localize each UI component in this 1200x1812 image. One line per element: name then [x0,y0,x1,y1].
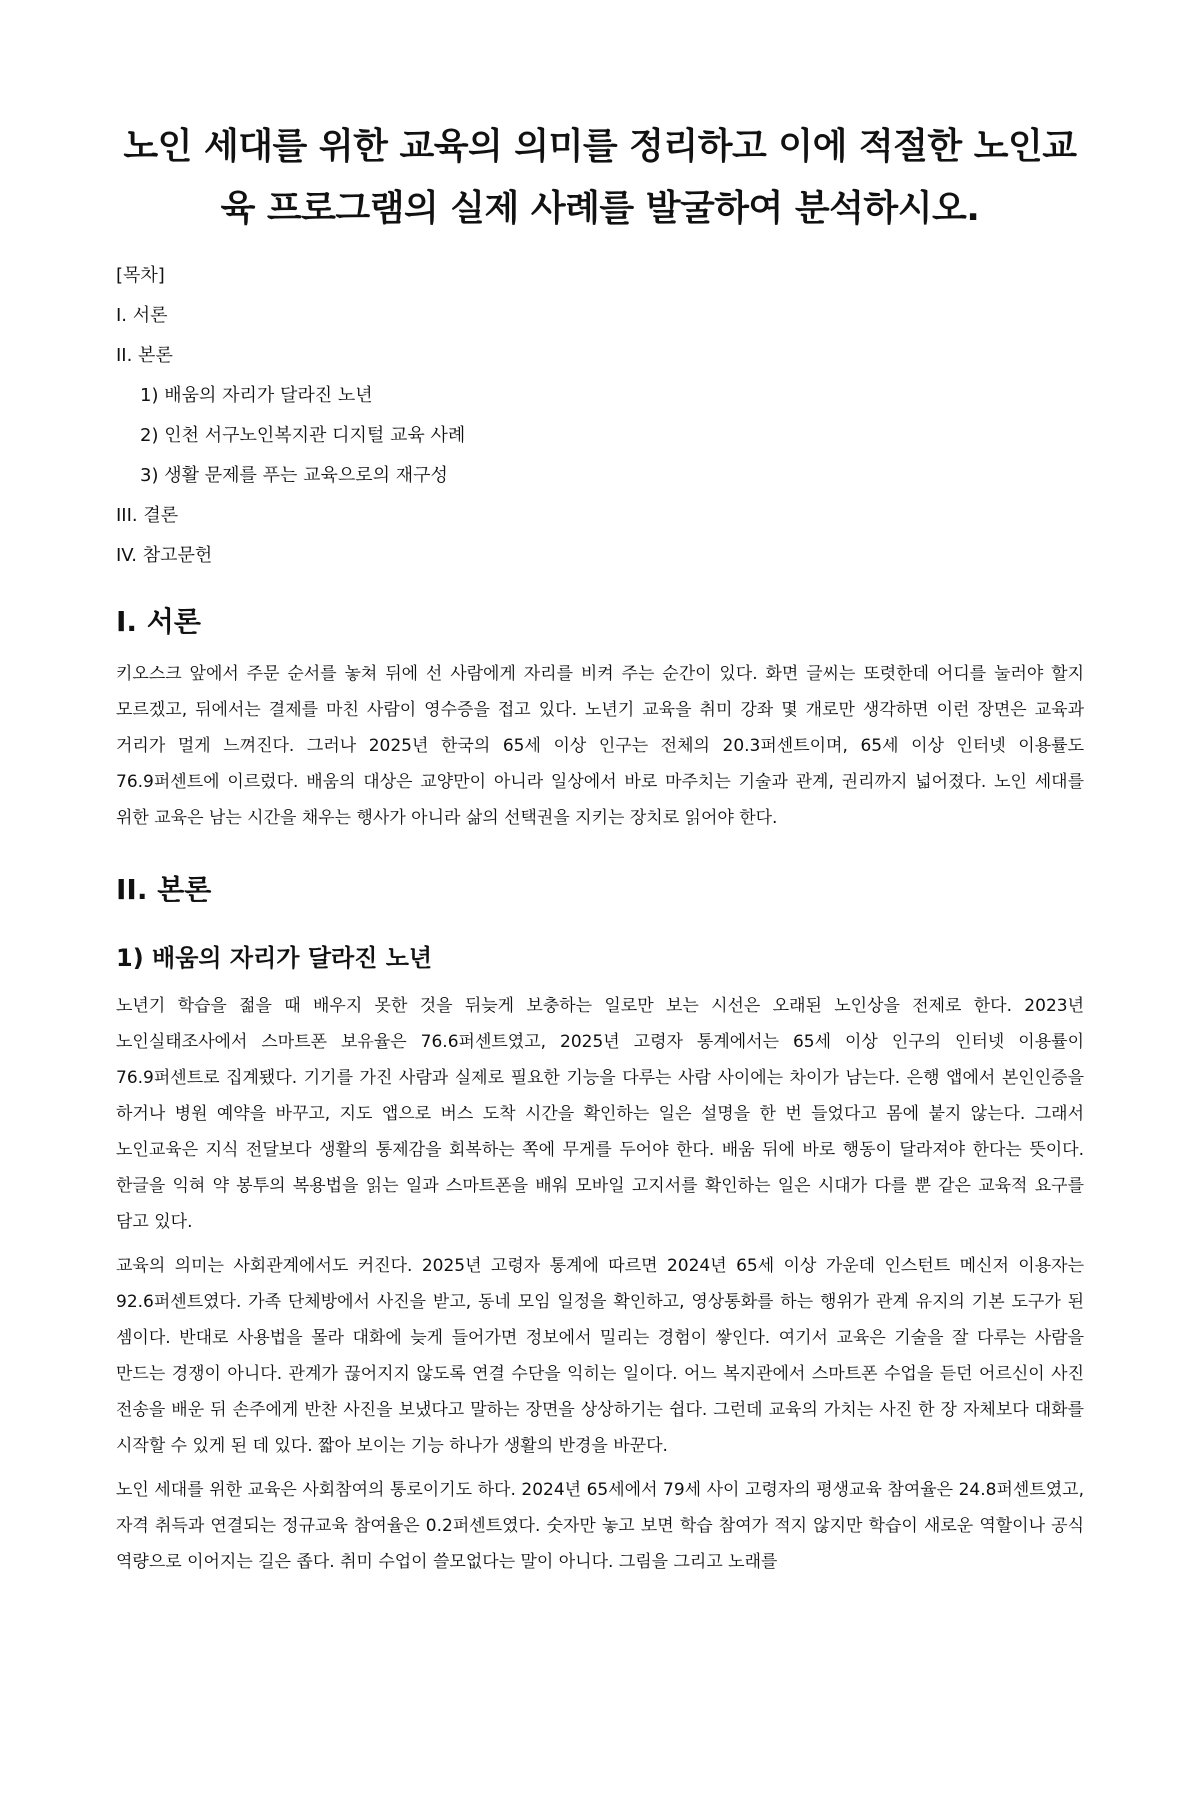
toc-item-references: IV. 참고문헌 [116,545,213,566]
subsection-heading-1: 1) 배움의 자리가 달라진 노년 [116,944,433,972]
intro-paragraph: 키오스크 앞에서 주문 순서를 놓쳐 뒤에 선 사람에게 자리를 비켜 주는 순간이 있다. 화면 글씨는 또렷한데 어디를 눌러야 할지 모르겠고, 뒤에서는 결제를 마친 사람이 영수증을 접고 있다. 노년기 교육을 취미 강좌 몇 개로만 생각하면 이런 장면은 교육과 거리가 멀게 느껴진다. 그러나 2025년 한국의 65세 이상 인구는 전체의 20.3퍼센트이며, 65세 이상 인터넷 이용률도 76.9퍼센트에 이르렀다. 배움의 대상은 교양만이 아니라 일상에서 바로 마주치는 기술과 관계, 권리까지 넓어졌다. 노인 세대를 위한 교육은 남는 시간을 채우는 행사가 아니라 삶의 선택권을 지키는 장치로 읽어야 한다. [116,664,1084,828]
section-heading-body: II. 본론 [116,873,212,906]
toc-item-body-2: 2) 인천 서구노인복지관 디지털 교육 사례 [140,425,466,446]
document-page [0,116,1200,1812]
toc-item-body-1: 1) 배움의 자리가 달라진 노년 [140,385,373,406]
toc-heading: [목차] [116,265,165,286]
page-title: 노인 세대를 위한 교육의 의미를 정리하고 이에 적절한 노인교육 프로그램의 실제 사례를 발굴하여 분석하시오. [123,126,1077,229]
body-paragraph-2: 교육의 의미는 사회관계에서도 커진다. 2025년 고령자 통계에 따르면 2024년 65세 이상 가운데 인스턴트 메신저 이용자는 92.6퍼센트였다. 가족 단체방에서 사진을 받고, 동네 모임 일정을 확인하고, 영상통화를 하는 행위가 관계 유지의 기본 도구가 된 셈이다. 반대로 사용법을 몰라 대화에 늦게 들어가면 정보에서 밀리는 경험이 쌓인다. 여기서 교육은 기술을 잘 다루는 사람을 만드는 경쟁이 아니다. 관계가 끊어지지 않도록 연결 수단을 익히는 일이다. 어느 복지관에서 스마트폰 수업을 듣던 어르신이 사진 전송을 배운 뒤 손주에게 반찬 사진을 보냈다고 말하는 장면을 상상하기는 쉽다. 그런데 교육의 가치는 사진 한 장 자체보다 대화를 시작할 수 있게 된 데 있다. 짧아 보이는 기능 하나가 생활의 반경을 바꾼다. [116,1256,1084,1456]
body-paragraph-1: 노년기 학습을 젊을 때 배우지 못한 것을 뒤늦게 보충하는 일로만 보는 시선은 오래된 노인상을 전제로 한다. 2023년 노인실태조사에서 스마트폰 보유율은 76.6퍼센트였고, 2025년 고령자 통계에서는 65세 이상 인구의 인터넷 이용률이 76.9퍼센트로 집계됐다. 기기를 가진 사람과 실제로 필요한 기능을 다루는 사람 사이에는 차이가 남는다. 은행 앱에서 본인인증을 하거나 병원 예약을 바꾸고, 지도 앱으로 버스 도착 시간을 확인하는 일은 설명을 한 번 들었다고 몸에 붙지 않는다. 그래서 노인교육은 지식 전달보다 생활의 통제감을 회복하는 쪽에 무게를 두어야 한다. 배움 뒤에 바로 행동이 달라져야 한다는 뜻이다. 한글을 익혀 약 봉투의 복용법을 읽는 일과 스마트폰을 배워 모바일 고지서를 확인하는 일은 시대가 다를 뿐 같은 교육적 요구를 담고 있다. [116,996,1084,1232]
toc-item-body: II. 본론 [116,345,173,366]
toc-item-body-3: 3) 생활 문제를 푸는 교육으로의 재구성 [140,465,448,486]
body-paragraph-3: 노인 세대를 위한 교육은 사회참여의 통로이기도 하다. 2024년 65세에서 79세 사이 고령자의 평생교육 참여율은 24.8퍼센트였고, 자격 취득과 연결되는 정규교육 참여율은 0.2퍼센트였다. 숫자만 놓고 보면 학습 참여가 적지 않지만 학습이 새로운 역할이나 공식 역량으로 이어지는 길은 좁다. 취미 수업이 쓸모없다는 말이 아니다. 그림을 그리고 노래를 [116,1480,1084,1572]
table-of-contents [116,256,1084,576]
toc-item-intro: I. 서론 [116,305,168,326]
section-heading-intro: I. 서론 [116,605,201,638]
toc-item-conclusion: III. 결론 [116,505,179,526]
